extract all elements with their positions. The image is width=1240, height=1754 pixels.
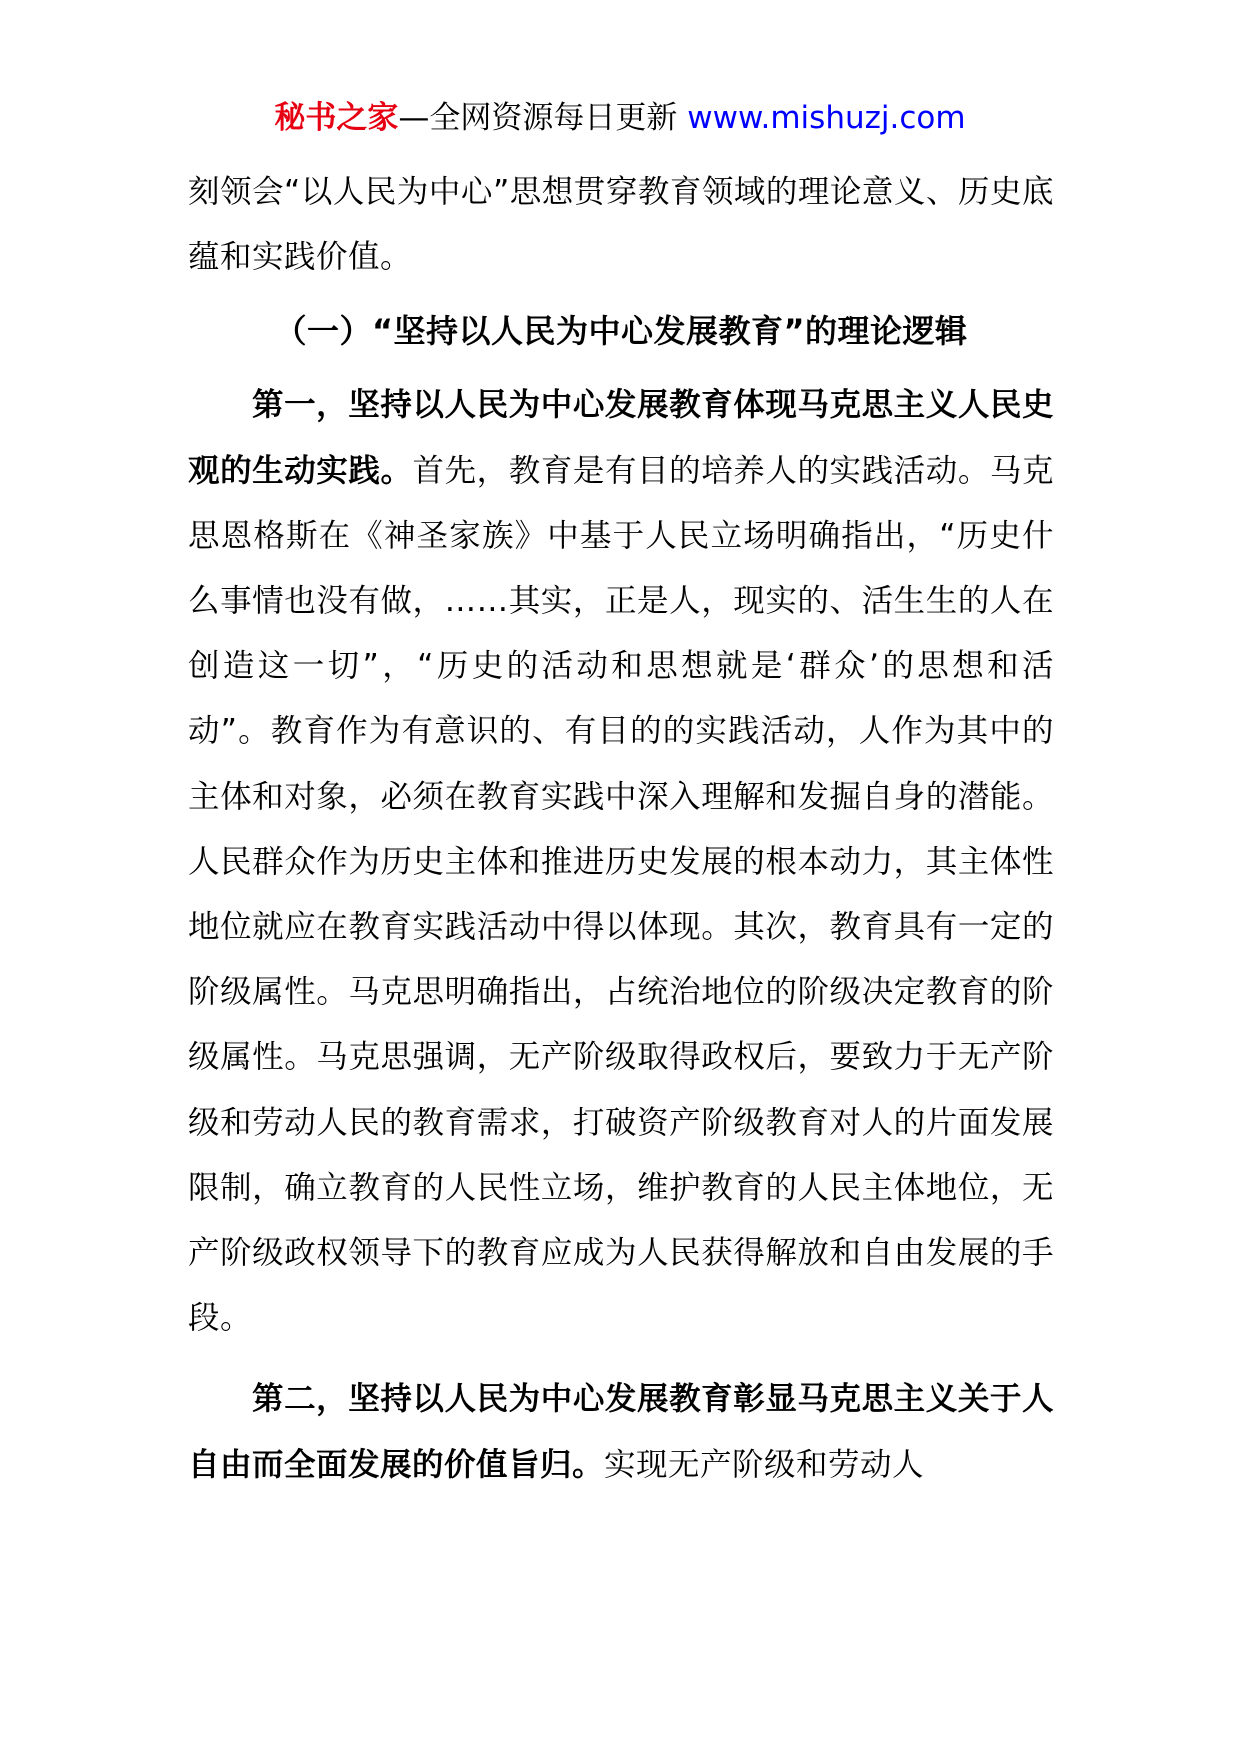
brand-name: 秘书之家 [274,100,399,136]
paragraph-1-lead: 第一，坚持以人民为中心发展教育体现马克思主义人民史观的生动实践。 [188,387,1054,489]
page-header [0,98,1240,138]
section-heading: （一）“坚持以人民为中心发展教育”的理论逻辑 [274,312,968,351]
header-url-link[interactable]: www.mishuzj.com [687,100,966,136]
document-body [188,160,1054,1498]
paragraph-2-text: 实现无产阶级和劳动人 [604,1446,925,1483]
header-tagline: —全网资源每日更新 [398,100,678,136]
intro-paragraph: 刻领会“以人民为中心”思想贯穿教育领域的理论意义、历史底蕴和实践价值。 [188,174,1054,276]
paragraph-1 [188,373,1054,1351]
paragraph-2-lead: 第二，坚持以人民为中心发展教育彰显马克思主义关于人自由而全面发展的价值旨归。 [188,1381,1054,1483]
paragraph-2 [188,1367,1054,1497]
paragraph-1-text: 首先，教育是有目的培养人的实践活动。马克思恩格斯在《神圣家族》中基于人民立场明确指出，“历史什么事情也没有做，……其实，正是人，现实的、活生生的人在创造这一切”，“历史的活动和思想就是‘群众’的思想和活动”。教育作为有意识的、有目的的实践活动，人作为其中的主体和对象，必须在教育实践中深入理解和发掘自身的潜能。人民群众作为历史主体和推进历史发展的根本动力，其主体性地位就应在教育实践活动中得以体现。其次，教育具有一定的阶级属性。马克思明确指出，占统治地位的阶级决定教育的阶级属性。马克思强调，无产阶级取得政权后，要致力于无产阶级和劳动人民的教育需求，打破资产阶级教育对人的片面发展限制，确立教育的人民性立场，维护教育的人民主体地位，无产阶级政权领导下的教育应成为人民获得解放和自由发展的手段。 [188,452,1054,1337]
